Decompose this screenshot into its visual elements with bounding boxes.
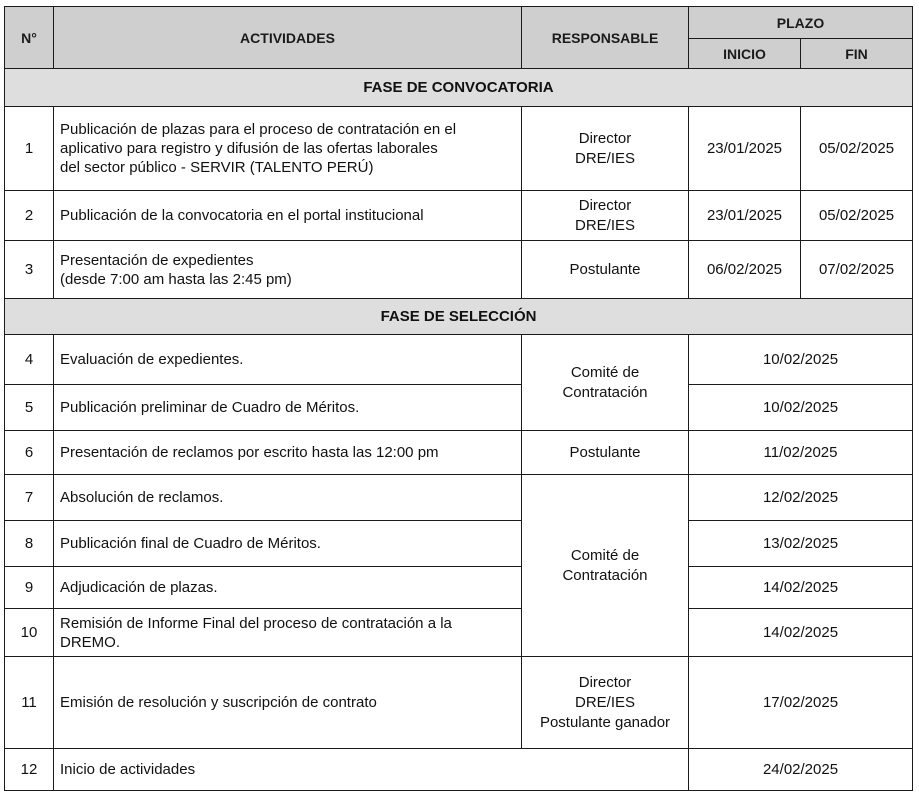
start-date: 23/01/2025 xyxy=(689,107,801,191)
start-date: 06/02/2025 xyxy=(689,241,801,299)
start-date: 23/01/2025 xyxy=(689,191,801,241)
activity-line: Publicación preliminar de Cuadro de Méritos. xyxy=(60,399,360,416)
date-cell: 14/02/2025 xyxy=(689,609,913,657)
header-activities: ACTIVIDADES xyxy=(54,7,522,69)
date-cell: 10/02/2025 xyxy=(689,385,913,431)
end-date: 07/02/2025 xyxy=(801,241,913,299)
activity-line: Publicación de la convocatoria en el portal institucional xyxy=(60,207,424,224)
date-cell: 11/02/2025 xyxy=(689,431,913,475)
responsible-line: DRE/IES xyxy=(574,693,635,711)
activity-line: Publicación de plazas para el proceso de contratación en el xyxy=(60,121,457,138)
responsible-cell xyxy=(522,191,689,241)
activity-cell xyxy=(54,335,522,385)
header-responsible: RESPONSABLE xyxy=(522,7,689,69)
schedule-document xyxy=(4,6,913,791)
row-number: 12 xyxy=(5,749,54,791)
responsible-line: Director xyxy=(578,196,632,214)
row-number: 7 xyxy=(5,475,54,521)
table-row xyxy=(5,475,913,521)
row-number: 2 xyxy=(5,191,54,241)
end-date: 05/02/2025 xyxy=(801,107,913,191)
table-row xyxy=(5,431,913,475)
responsible-line: DRE/IES xyxy=(574,149,635,167)
activity-cell xyxy=(54,521,522,567)
activity-line: Publicación final de Cuadro de Méritos. xyxy=(60,535,321,552)
row-number: 10 xyxy=(5,609,54,657)
table-row xyxy=(5,521,913,567)
date-cell: 12/02/2025 xyxy=(689,475,913,521)
date-cell: 10/02/2025 xyxy=(689,335,913,385)
activity-cell xyxy=(54,107,522,191)
table-row xyxy=(5,385,913,431)
phase-row-seleccion xyxy=(5,299,913,335)
row-number: 8 xyxy=(5,521,54,567)
activity-cell xyxy=(54,749,689,791)
responsible-line: Director xyxy=(578,673,632,691)
activity-line: Adjudicación de plazas. xyxy=(60,579,218,596)
responsible-cell xyxy=(522,657,689,749)
activity-line: del sector público - SERVIR (TALENTO PERÚ) xyxy=(60,159,374,176)
table-row xyxy=(5,107,913,191)
row-number: 4 xyxy=(5,335,54,385)
responsible-line: DRE/IES xyxy=(574,216,635,234)
activity-cell xyxy=(54,241,522,299)
activity-line: Presentación de expedientes xyxy=(60,251,254,269)
end-date: 05/02/2025 xyxy=(801,191,913,241)
phase-title-convocatoria: FASE DE CONVOCATORIA xyxy=(5,69,913,107)
responsible-cell xyxy=(522,107,689,191)
row-number: 11 xyxy=(5,657,54,749)
row-number: 9 xyxy=(5,567,54,609)
row-number: 6 xyxy=(5,431,54,475)
table-row xyxy=(5,567,913,609)
responsible-cell xyxy=(522,475,689,657)
header-start: INICIO xyxy=(689,39,801,69)
activity-cell xyxy=(54,191,522,241)
phase-title-seleccion: FASE DE SELECCIÓN xyxy=(5,299,913,335)
responsible-cell xyxy=(522,335,689,431)
table-row xyxy=(5,749,913,791)
date-cell: 14/02/2025 xyxy=(689,567,913,609)
activity-cell xyxy=(54,475,522,521)
responsible-cell: Postulante xyxy=(522,431,689,475)
activity-cell xyxy=(54,657,522,749)
activity-line: DREMO. xyxy=(60,633,120,651)
responsible-line: Director xyxy=(578,129,632,147)
responsible-cell: Postulante xyxy=(522,241,689,299)
table-row xyxy=(5,609,913,657)
responsible-line: Comité de xyxy=(570,546,640,564)
responsible-line: Comité de xyxy=(570,363,640,381)
row-number: 1 xyxy=(5,107,54,191)
table-row xyxy=(5,657,913,749)
row-number: 5 xyxy=(5,385,54,431)
date-cell: 24/02/2025 xyxy=(689,749,913,791)
activity-line: Evaluación de expedientes. xyxy=(60,351,244,368)
activity-line: Presentación de reclamos por escrito hasta las 12:00 pm xyxy=(60,444,439,461)
responsible-line: Contratación xyxy=(562,566,648,584)
date-cell: 17/02/2025 xyxy=(689,657,913,749)
responsible-line: Postulante ganador xyxy=(539,713,671,731)
table-row xyxy=(5,335,913,385)
activity-line: (desde 7:00 am hasta las 2:45 pm) xyxy=(60,270,292,288)
row-number: 3 xyxy=(5,241,54,299)
activity-line: Absolución de reclamos. xyxy=(60,489,224,506)
header-end: FIN xyxy=(801,39,913,69)
table-row xyxy=(5,241,913,299)
activity-line: Inicio de actividades xyxy=(60,761,196,778)
responsible-line: Contratación xyxy=(562,383,648,401)
activity-cell xyxy=(54,385,522,431)
activity-cell xyxy=(54,431,522,475)
phase-row-convocatoria xyxy=(5,69,913,107)
activity-line: aplicativo para registro y difusión de las ofertas laborales xyxy=(60,140,438,157)
schedule-table xyxy=(4,6,913,791)
activity-line: Remisión de Informe Final del proceso de contratación a la xyxy=(60,614,452,632)
activity-line: Emisión de resolución y suscripción de contrato xyxy=(60,694,377,711)
header-term: PLAZO xyxy=(689,7,913,39)
table-row xyxy=(5,191,913,241)
header-num: N° xyxy=(5,7,54,69)
activity-cell xyxy=(54,567,522,609)
activity-cell xyxy=(54,609,522,657)
date-cell: 13/02/2025 xyxy=(689,521,913,567)
header-row-top xyxy=(5,7,913,39)
